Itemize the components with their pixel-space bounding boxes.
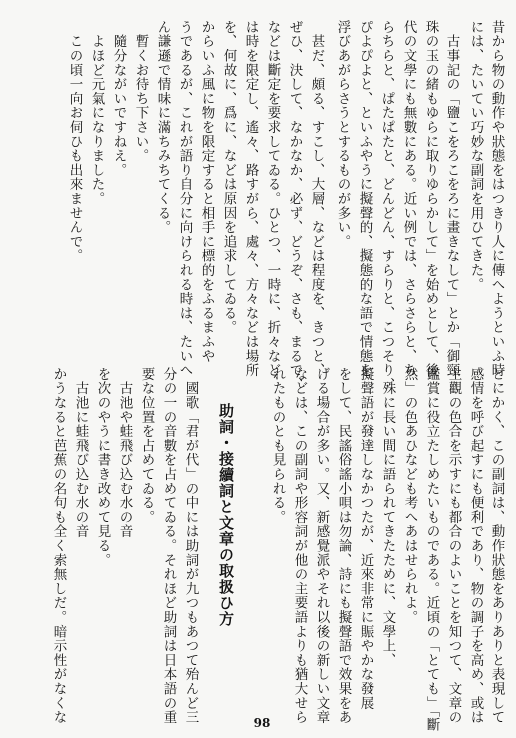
text-column: 國歌「君が代」の中には助詞が九つもあつて殆んど三	[182, 367, 199, 725]
text-column: 主觀の色合を示すにも都合のよいことを知つて、文章の	[445, 367, 462, 725]
text-column: 珠の玉の緒もゆらに取りゆらかして」を始めとして、後	[422, 20, 439, 378]
text-column: 感情を呼び起すにも便利であり、物の調子を高め、或は	[467, 367, 484, 725]
text-column: 浮びあがらさうとするものが多い。	[334, 20, 351, 249]
text-column: かうなると芭蕉の名句も全く索無しだ。暗示性がなくな	[50, 367, 67, 725]
text-column: などは斷定を要求してゐる。ひとつ、一時に、折々など	[264, 20, 281, 378]
text-column: 古池に蛙飛び込む水の音	[72, 367, 89, 539]
text-column: 鑑賞に役立たしめたいものである。近頃の「とても」「斷	[423, 367, 440, 733]
text-column: 要な位置を占めてゐる。	[138, 367, 155, 525]
text-column: 代の文學にも無數にある。近い例では、さらさらと、ち	[400, 20, 417, 378]
text-column: 甚だ、頗る、すこし、大層、などは程度を、きつと、	[308, 20, 325, 378]
text-column: を次のやうに書き改めて見る。	[94, 367, 111, 568]
text-column: には、たいてい巧妙な副詞を用ひてきた。	[467, 20, 484, 292]
text-column: 昔から物の動作や狀態をはつきり人に傳へようといふ時	[488, 20, 505, 378]
text-column: ぴよぴよと、といふやうに擬聲的、擬態的な語で情態を	[356, 20, 373, 378]
text-column: 殊に長い間に語られてきたために、文學上、	[379, 367, 396, 668]
text-column: 然」の色あひなども考へあはせられよ。	[401, 367, 418, 625]
text-column: れたものとも見られる。	[269, 367, 286, 525]
text-column: をして、民謠俗謠小唄は勿論、詩にも擬聲語で效果をあ	[335, 367, 352, 725]
page-number: 98	[253, 716, 271, 730]
text-column: を、何故に、爲に、などは原因を追求してゐる。	[220, 20, 237, 335]
text-column: 擬聲語が發達しなかつたが、近來非常に賑やかな發展	[357, 367, 374, 711]
text-column: らちらと、ぱたぱたと、どんどん、すらりと、こつそり、	[378, 20, 395, 392]
text-column: この頃一向お伺ひも出來ませんで。	[66, 20, 83, 264]
text-column: 分の一の音數を占めてゐる。それほど助詞は日本語の重	[160, 367, 177, 725]
text-column: うであるが、これが語り自分に向けられる時は、たいへ	[176, 20, 193, 378]
text-column: げる場合が多い。又、新感覺派やそれ以後の新しい文章	[313, 367, 330, 725]
text-column: 古池や蛙飛び込む水の音	[116, 367, 133, 539]
text-column: などは、この副詞や形容詞が他の主要語よりも猶大せら	[291, 367, 308, 725]
text-column: ぜひ、決して、なかなか、必ず、どうぞ、さも、まるで、	[286, 20, 303, 392]
text-column: とにかく、この副詞は、動作狀態をありありと表現して	[488, 367, 505, 725]
text-column: は時を限定し、遙々、路すがら、處々、方々などは場所	[242, 20, 259, 378]
text-column: からいふ風に物を限定すると相手に標的をふるまふや	[198, 20, 215, 364]
section-heading: 助詞・接續詞と文章の取扱ひ方	[217, 403, 235, 627]
text-column: 暫くお待ち下さい。	[132, 20, 149, 163]
text-column: 隨分ながいですねえ。	[110, 20, 127, 178]
text-column: よほど元氣になりました。	[88, 20, 105, 206]
text-column: ん謙遜で情味に滿ちみちてくる。	[154, 20, 171, 235]
text-column: 古事記の「鹽こをろこをろに畫きなして」とか「御頸	[443, 20, 460, 378]
